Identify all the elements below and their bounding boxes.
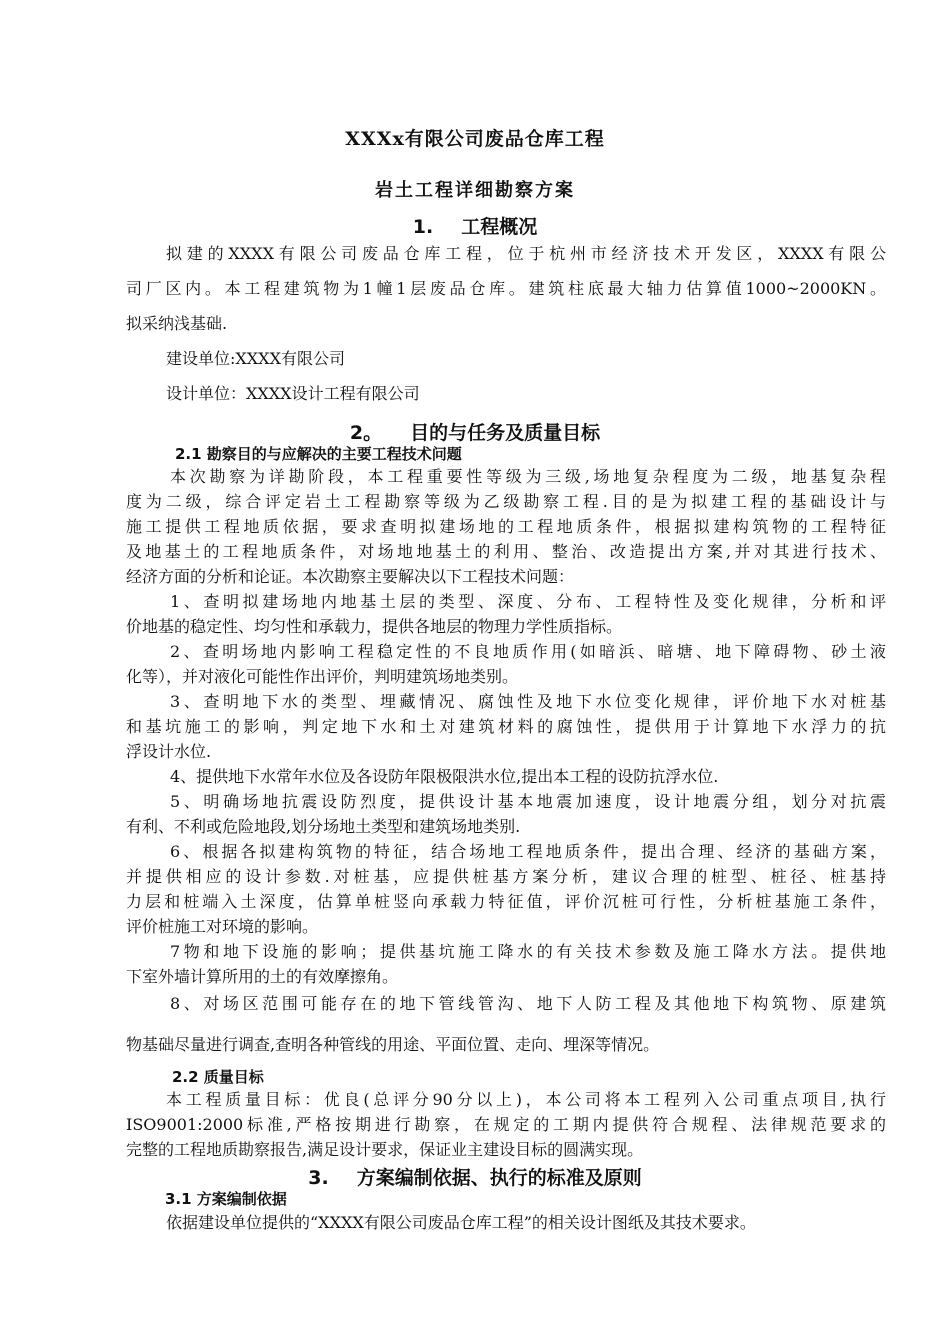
- section-1-title: 工程概况: [461, 216, 538, 238]
- section-1-heading: [0, 212, 950, 239]
- owner-line: 建设单位:XXXX有限公司: [166, 349, 345, 368]
- text-line: 3、查明地下水的类型、埋藏情况、腐蚀性及地下水位变化规律，评价地下水对桩基: [170, 692, 886, 711]
- text-line: 拟采纳浅基础.: [126, 314, 228, 333]
- text-line: 司厂区内。本工程建筑物为1幢1层废品仓库。建筑柱底最大轴力估算值1000~2000KN。: [126, 279, 886, 298]
- text-line: 度为二级，综合评定岩土工程勘察等级为乙级勘察工程.目的是为拟建工程的基础设计与: [126, 492, 886, 511]
- section-2-item-8: [126, 986, 886, 1062]
- text-line: 拟建的XXXX有限公司废品仓库工程，位于杭州市经济技术开发区，XXXX有限公: [166, 244, 886, 263]
- text-line: 8、对场区范围可能存在的地下管线管沟、地下人防工程及其他地下构筑物、原建筑: [170, 994, 886, 1013]
- text-line: 1、查明拟建场地内地基土层的类型、深度、分布、工程特性及变化规律，分析和评: [170, 592, 886, 611]
- section-2-2-body: [126, 1087, 886, 1162]
- subsection-2-2-heading: 2.2 质量目标: [172, 1068, 264, 1086]
- text-line: 7物和地下设施的影响；提供基坑施工降水的有关技术参数及施工降水方法。提供地: [170, 942, 886, 961]
- section-2-number: 2。: [349, 422, 383, 444]
- text-line: 完整的工程地质勘察报告,满足设计要求，保证业主建设目标的圆满实现。: [126, 1140, 644, 1159]
- text-line: 2、查明场地内影响工程稳定性的不良地质作用(如暗浜、暗塘、地下障碍物、砂土液: [170, 642, 886, 661]
- text-line: 本次勘察为详勘阶段，本工程重要性等级为三级,场地复杂程度为二级，地基复杂程: [170, 467, 886, 486]
- text-line: 施工提供工程地质依据，要求查明拟建场地的工程地质条件，根据拟建构筑物的工程特征: [126, 517, 886, 536]
- section-3-title: 方案编制依据、执行的标准及原则: [356, 1167, 642, 1189]
- section-2-1-body: [126, 464, 886, 989]
- text-line: 浮设计水位.: [126, 742, 212, 761]
- text-line: 本工程质量目标：优良(总评分90分以上)，本公司将本工程列入公司重点项目,执行: [166, 1090, 886, 1109]
- text-line: 及地基土的工程地质条件，对场地地基土的利用、整治、改造提出方案,并对其进行技术、: [126, 542, 886, 561]
- section-1-number: 1.: [412, 216, 434, 238]
- section-3-number: 3.: [308, 1167, 329, 1189]
- section-1-paragraph: [126, 236, 886, 411]
- subsection-2-1-heading: 2.1 勘察目的与应解决的主要工程技术问题: [175, 445, 462, 463]
- section-3-1-body: [126, 1210, 886, 1235]
- document-subtitle: 岩土工程详细勘察方案: [375, 180, 575, 201]
- text-line: 物基础尽量进行调查,查明各种管线的用途、平面位置、走向、埋深等情况。: [126, 1035, 660, 1054]
- document-title: XXXx有限公司废品仓库工程: [345, 128, 605, 150]
- text-line: 评价桩施工对环境的影响。: [126, 917, 319, 936]
- text-line: 依据建设单位提供的“XXXX有限公司废品仓库工程”的相关设计图纸及其技术要求。: [166, 1213, 756, 1232]
- section-3-heading: [0, 1163, 950, 1190]
- text-line: 化等），并对液化可能性作出评价，判明建筑场地类别。: [126, 667, 519, 686]
- text-line: 4、提供地下水常年水位及各设防年限极限洪水位,提出本工程的设防抗浮水位.: [170, 767, 719, 786]
- text-line: 和基坑施工的影响，判定地下水和土对建筑材料的腐蚀性，提供用于计算地下水浮力的抗: [126, 717, 886, 736]
- text-line: 6、根据各拟建构筑物的特征，结合场地工程地质条件，提出合理、经济的基础方案，: [170, 842, 886, 861]
- subsection-3-1-heading: 3.1 方案编制依据: [165, 1190, 287, 1208]
- text-line: 力层和桩端入土深度，估算单桩竖向承载力特征值，评价沉桩可行性，分析桩基施工条件，: [126, 892, 886, 911]
- text-line: 并提供相应的设计参数.对桩基，应提供桩基方案分析，建议合理的桩型、桩径、桩基持: [126, 867, 886, 886]
- designer-line: 设计单位：XXXX设计工程有限公司: [166, 384, 420, 403]
- text-line: 下室外墙计算所用的土的有效摩擦角。: [126, 967, 399, 986]
- section-2-title: 目的与任务及质量目标: [410, 422, 601, 444]
- text-line: 有利、不利或危险地段,划分场地土类型和建筑场地类别.: [126, 817, 521, 836]
- text-line: ISO9001:2000标准,严格按期进行勘察，在规定的工期内提供符合规程、法律规范要求的: [126, 1115, 886, 1134]
- text-line: 价地基的稳定性、均匀性和承载力，提供各地层的物理力学性质指标。: [126, 617, 623, 636]
- text-line: 经济方面的分析和论证。本次勘察主要解决以下工程技术问题：: [126, 567, 575, 586]
- text-line: 5、明确场地抗震设防烈度，提供设计基本地震加速度，设计地震分组，划分对抗震: [170, 792, 886, 811]
- section-2-heading: [0, 418, 950, 445]
